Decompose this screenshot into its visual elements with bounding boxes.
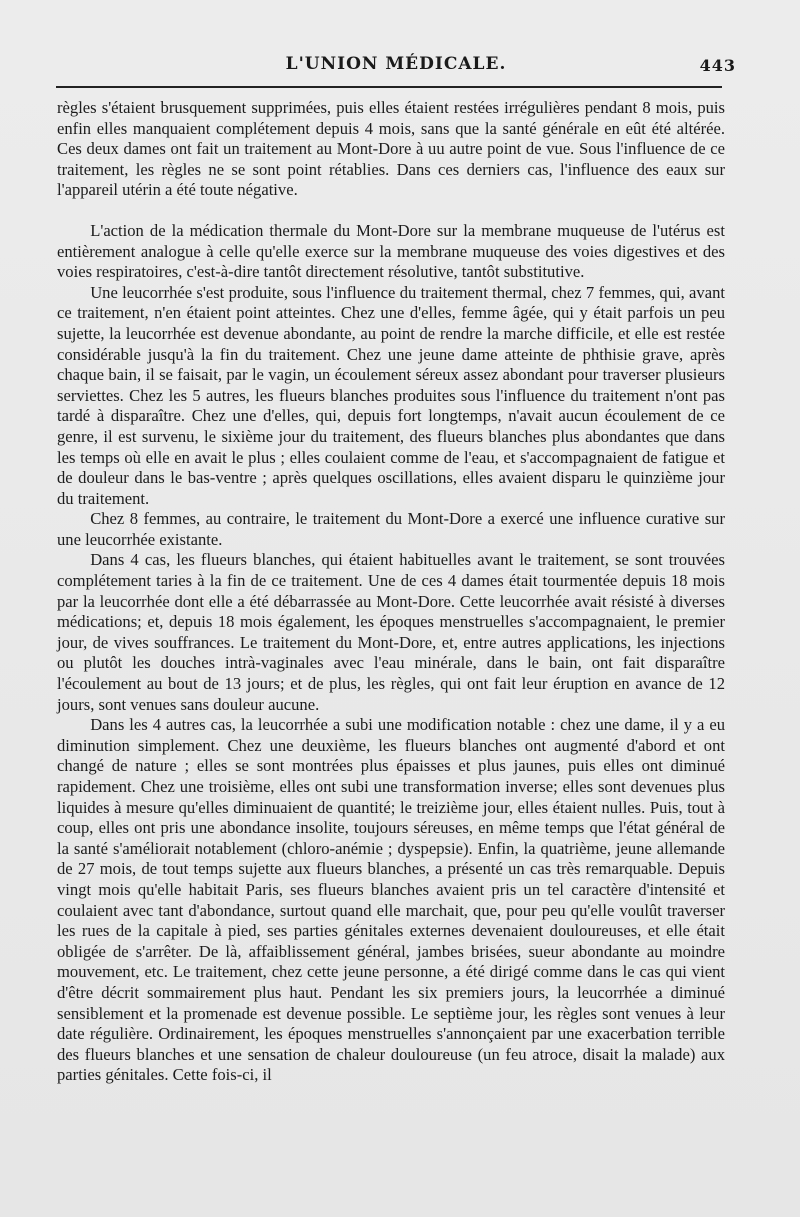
header-rule (56, 86, 722, 88)
paragraph-6: Dans les 4 autres cas, la leucorrhée a subi une modification notable : chez une dame, il y a eu diminution simplement. Chez une deuxième, les flueurs blanches ont augmenté d'abord et ont changé de nature ; elles se sont montrées plus épaisses et plus jaunes, puis elles ont diminué rapidement. Chez une troisième, elles ont subi une transformation inverse; elles sont devenues plus liquides à mesure qu'elles diminuaient de quantité; le treizième jour, elles étaient nulles. Puis, tout à coup, elles ont pris une abondance insolite, toujours séreuses, en même temps que l'état général de la santé s'améliorait notablement (chloro-anémie ; dyspepsie). Enfin, la quatrième, jeune allemande de 27 mois, de tout temps sujette aux flueurs blanches, a présenté un cas très remarquable. Depuis vingt mois qu'elle habitait Paris, ses flueurs blanches avaient pris un tel caractère d'intensité et coulaient avec tant d'abondance, surtout quand elle marchait, que, pour peu qu'elle voulût traverser les rues de la capitale à pied, ses parties génitales externes devenaient douloureuses, et elle était obligée de s'arrêter. De là, affaiblissement général, jambes brisées, sueur abondante au moindre mouvement, etc. Le traitement, chez cette jeune personne, a été dirigé comme dans le cas qui vient d'être décrit sommairement plus haut. Pendant les six premiers jours, la leucorrhée a diminué sensiblement et la promenade est devenue possible. Le septième jour, les règles sont venues à leur date régulière. Ordinairement, les époques menstruelles s'annonçaient par une exacerbation terrible des flueurs blanches et une sensation de chaleur douloureuse (un feu atroce, disait la malade) aux parties génitales. Cette fois-ci, il (57, 715, 725, 1085)
paragraph-3: Une leucorrhée s'est produite, sous l'influence du traitement thermal, chez 7 femmes, qui, avant ce traitement, n'en étaient point atteintes. Chez une d'elles, femme âgée, qui y était parfois un peu sujette, la leucorrhée est devenue abondante, au point de rendre la marche difficile, et elle est restée considérable jusqu'à la fin du traitement. Chez une jeune dame atteinte de phthisie grave, après chaque bain, il se faisait, par le vagin, un écoulement séreux assez abondant pour traverser plusieurs serviettes. Chez les 5 autres, les flueurs blanches produites sous l'influence du traitement n'ont pas tardé à disparaître. Chez une d'elles, qui, depuis fort longtemps, n'avait aucun écoulement de ce genre, il est survenu, le sixième jour du traitement, des flueurs blanches plus abondantes que dans les temps où elle en avait le plus ; elles coulaient comme de l'eau, et s'accompagnaient de fatigue et de douleur dans le bas-ventre ; après quelques oscillations, elles avaient disparu le quinzième jour du traitement. (57, 282, 725, 508)
body-text (57, 98, 725, 1086)
running-header (56, 50, 736, 80)
paragraph-gap (57, 201, 725, 221)
paragraph-1: règles s'étaient brusquement supprimées, puis elles étaient restées irrégulières pendant 8 mois, puis enfin elles manquaient complétement depuis 4 mois, sans que la santé générale en eût été altérée. Ces deux dames ont fait un traitement au Mont-Dore à uu autre point de vue. Sous l'influence de ce traitement, les règles ne se sont point rétablies. Dans ces derniers cas, l'influence des eaux sur l'appareil utérin a été toute négative. (57, 98, 725, 200)
page-number: 443 (699, 56, 736, 75)
paragraph-4: Chez 8 femmes, au contraire, le traitement du Mont-Dore a exercé une influence curative sur une leucorrhée existante. (57, 509, 725, 549)
paragraph-2: L'action de la médication thermale du Mont-Dore sur la membrane muqueuse de l'utérus est entièrement analogue à celle qu'elle exerce sur la membrane muqueuse des voies digestives et des voies respiratoires, c'est-à-dire tantôt directement résolutive, tantôt substitutive. (57, 220, 725, 282)
paragraph-5: Dans 4 cas, les flueurs blanches, qui étaient habituelles avant le traitement, se sont trouvées complétement taries à la fin de ce traitement. Une de ces 4 dames était tourmentée depuis 18 mois par la leucorrhée dont elle a été débarrassée au Mont-Dore. Cette leucorrhée avait résisté à diverses médications; et, depuis 18 mois également, les époques menstruelles s'accompagnaient, le premier jour, de vives souffrances. Le traitement du Mont-Dore, et, entre autres applications, les injections ou plutôt les douches intrà-vaginales avec l'eau minérale, dans le bain, ont fait disparaître l'écoulement au bout de 13 jours; et de plus, les règles, qui ont fait leur éruption en avance de 12 jours, sont venues sans douleur aucune. (57, 550, 725, 714)
journal-title: L'UNION MÉDICALE. (285, 54, 507, 74)
